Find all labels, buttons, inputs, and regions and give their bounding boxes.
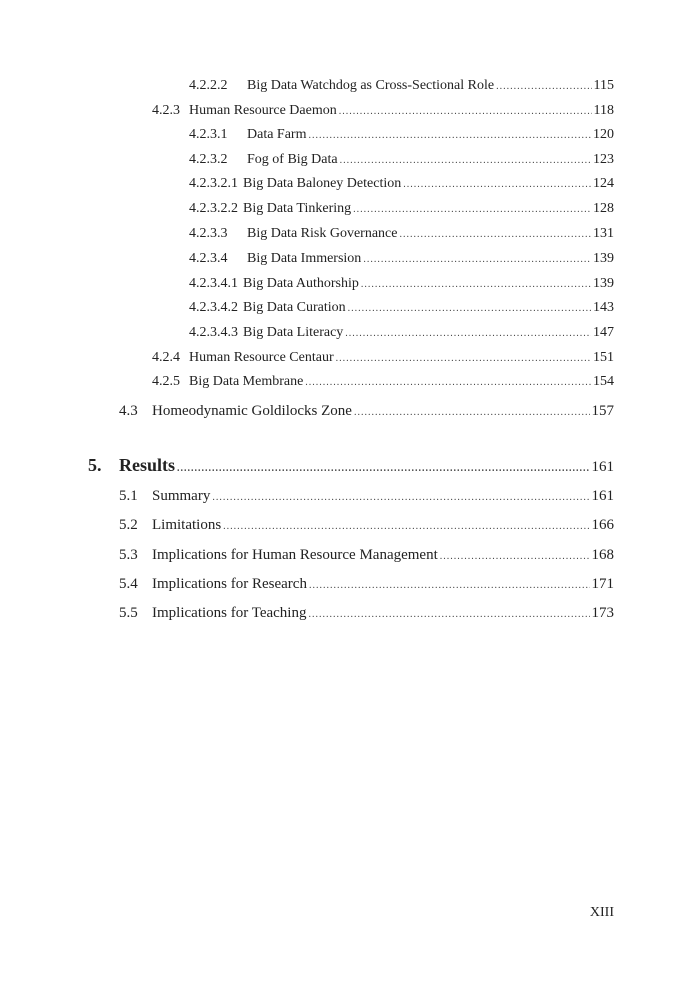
dot-leader	[339, 103, 592, 121]
entry-page: 173	[591, 605, 614, 621]
entry-page: 171	[591, 576, 614, 592]
entry-number: 5.1	[119, 488, 138, 504]
entry-title: Fog of Big Data	[247, 152, 338, 167]
dot-leader	[336, 350, 591, 368]
entry-page: 118	[593, 103, 614, 118]
entry-number: 4.3	[119, 403, 138, 419]
entry-title: Big Data Tinkering	[243, 201, 352, 216]
entry-title: Human Resource Daemon	[189, 103, 337, 118]
entry-number: 4.2.4	[152, 350, 180, 365]
dot-leader	[177, 460, 589, 478]
toc-entry[interactable]	[119, 516, 614, 536]
entry-page: 161	[591, 459, 614, 475]
toc-entry[interactable]	[152, 373, 614, 392]
entry-page: 161	[591, 488, 614, 504]
toc-entry[interactable]	[189, 200, 614, 219]
entry-page: 128	[593, 201, 614, 216]
entry-number: 5.5	[119, 605, 138, 621]
entry-number: 4.2.3.2	[189, 152, 228, 167]
dot-leader	[353, 201, 591, 219]
dot-leader	[309, 577, 590, 595]
toc-entry[interactable]	[152, 349, 614, 368]
entry-title: Big Data Curation	[243, 300, 346, 315]
entry-title: Big Data Risk Governance	[247, 226, 398, 241]
toc-entry[interactable]	[119, 402, 614, 422]
entry-page: 115	[593, 78, 614, 93]
toc-entry[interactable]	[189, 126, 614, 145]
entry-number: 4.2.3.2.2	[189, 201, 238, 216]
entry-page: 154	[593, 374, 614, 389]
entry-number: 4.2.3.2.1	[189, 176, 238, 191]
toc-entry[interactable]	[189, 299, 614, 318]
toc-entry[interactable]	[189, 225, 614, 244]
entry-title: Human Resource Centaur	[189, 350, 334, 365]
entry-page: 131	[593, 226, 614, 241]
dot-leader	[354, 404, 590, 422]
dot-leader	[305, 374, 591, 392]
entry-number: 4.2.3.3	[189, 226, 228, 241]
toc-entry[interactable]	[119, 546, 614, 566]
entry-number: 4.2.3.4.3	[189, 325, 238, 340]
dot-leader	[340, 152, 591, 170]
entry-page: 120	[593, 127, 614, 142]
toc-entry[interactable]	[189, 275, 614, 294]
chapter-title: Results	[119, 455, 176, 475]
dot-leader	[345, 325, 591, 343]
toc-entry[interactable]	[189, 77, 614, 96]
entry-number: 4.2.5	[152, 374, 180, 389]
entry-number: 4.2.3.4.2	[189, 300, 238, 315]
entry-number: 4.2.2.2	[189, 78, 228, 93]
entry-page: 151	[593, 350, 614, 365]
entry-title: Implications for Teaching	[152, 605, 307, 621]
entry-number: 5.4	[119, 576, 138, 592]
entry-number: 5.2	[119, 517, 138, 533]
entry-title: Summary	[152, 488, 211, 504]
dot-leader	[361, 276, 591, 294]
dot-leader	[212, 489, 589, 507]
dot-leader	[440, 548, 590, 566]
dot-leader	[308, 606, 589, 624]
entry-title: Data Farm	[247, 127, 307, 142]
entry-page: 147	[593, 325, 614, 340]
entry-title: Implications for Research	[152, 576, 307, 592]
entry-title: Limitations	[152, 517, 222, 533]
chapter-number: 5.	[88, 455, 102, 475]
dot-leader	[496, 78, 591, 96]
toc-entry[interactable]	[119, 487, 614, 507]
entry-page: 139	[593, 251, 614, 266]
toc-entry[interactable]	[189, 250, 614, 269]
entry-title: Big Data Membrane	[189, 374, 304, 389]
dot-leader	[223, 518, 589, 536]
toc-entry[interactable]	[119, 604, 614, 624]
entry-title: Big Data Immersion	[247, 251, 362, 266]
dot-leader	[348, 300, 591, 318]
toc-chapter[interactable]	[88, 456, 614, 478]
dot-leader	[363, 251, 591, 269]
entry-title: Homeodynamic Goldilocks Zone	[152, 403, 352, 419]
entry-page: 124	[593, 176, 614, 191]
entry-title: Implications for Human Resource Management	[152, 547, 438, 563]
entry-page: 123	[593, 152, 614, 167]
page-number: XIII	[589, 905, 614, 920]
entry-page: 143	[593, 300, 614, 315]
toc-entry[interactable]	[119, 575, 614, 595]
dot-leader	[403, 176, 591, 194]
entry-page: 157	[591, 403, 614, 419]
entry-page: 139	[593, 276, 614, 291]
entry-page: 166	[591, 517, 614, 533]
entry-number: 4.2.3	[152, 103, 180, 118]
entry-title: Big Data Watchdog as Cross-Sectional Role	[247, 78, 495, 93]
entry-title: Big Data Literacy	[243, 325, 344, 340]
entry-number: 4.2.3.4	[189, 251, 228, 266]
entry-number: 4.2.3.4.1	[189, 276, 238, 291]
entry-page: 168	[591, 547, 614, 563]
entry-number: 4.2.3.1	[189, 127, 228, 142]
dot-leader	[399, 226, 591, 244]
toc-entry[interactable]	[189, 324, 614, 343]
entry-number: 5.3	[119, 547, 138, 563]
dot-leader	[308, 127, 591, 145]
entry-title: Big Data Baloney Detection	[243, 176, 402, 191]
toc-entry[interactable]	[189, 151, 614, 170]
toc-entry[interactable]	[189, 175, 614, 194]
entry-title: Big Data Authorship	[243, 276, 359, 291]
toc-entry[interactable]	[152, 102, 614, 121]
